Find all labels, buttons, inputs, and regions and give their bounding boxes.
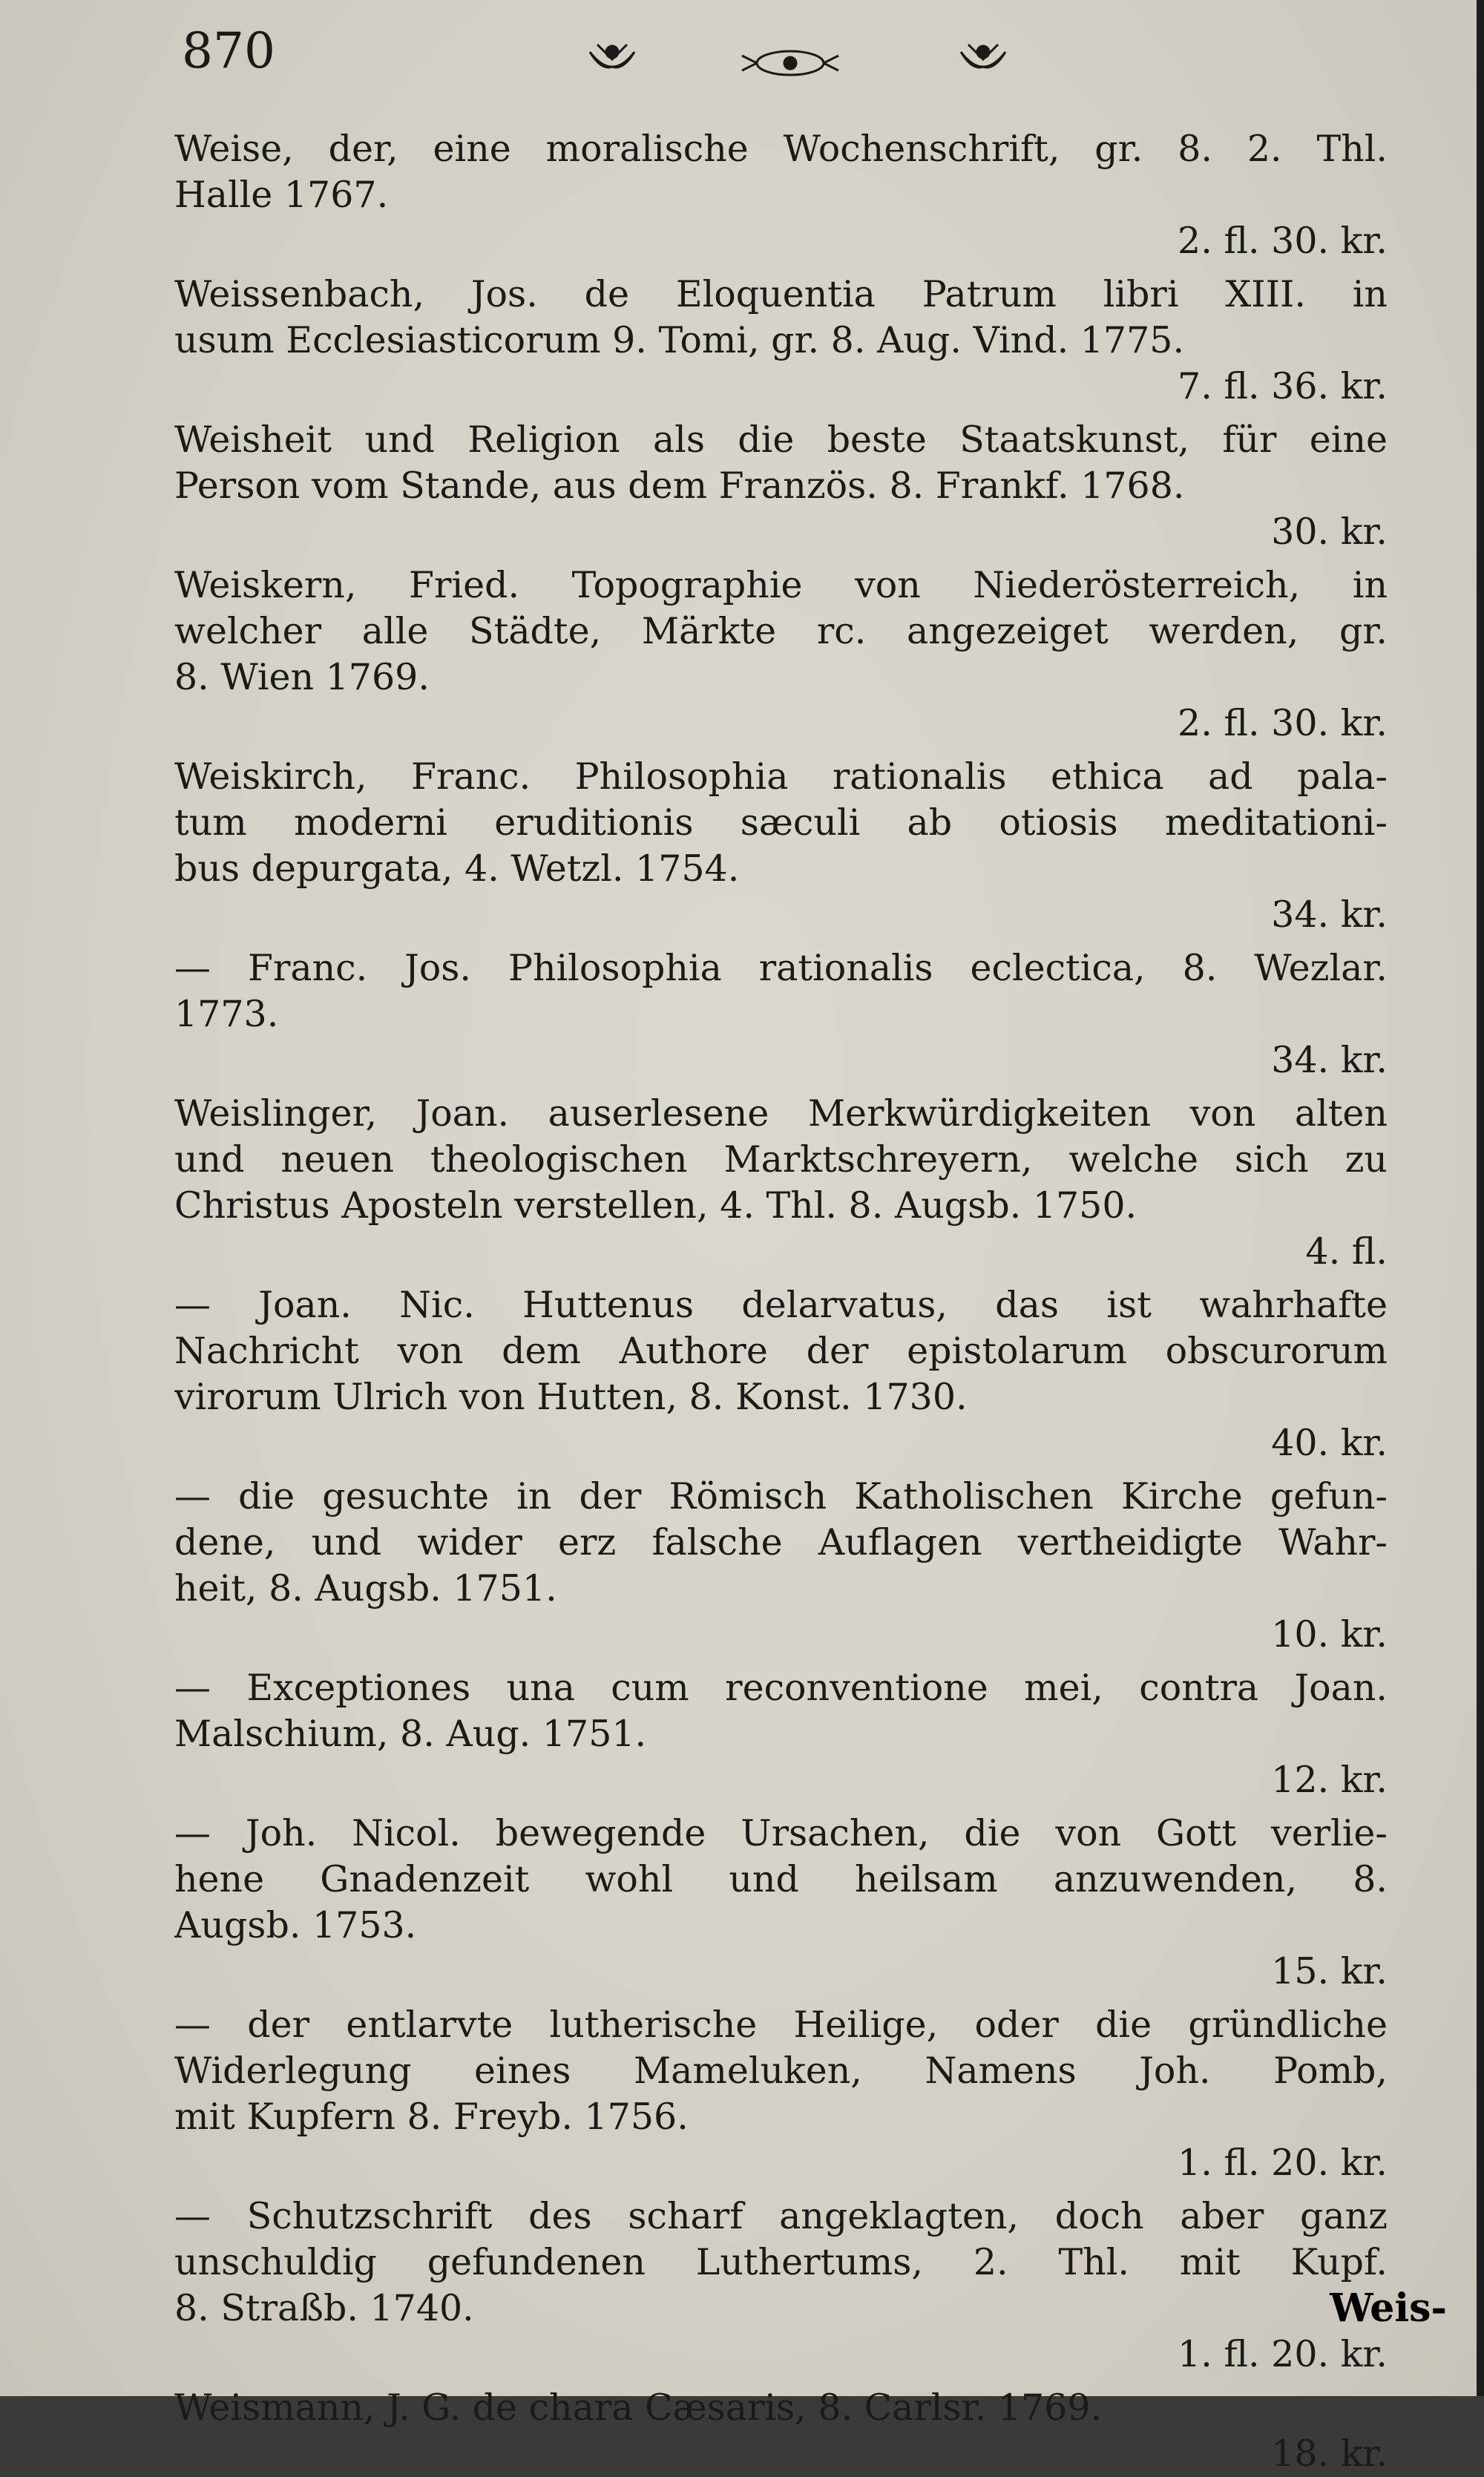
entry-line: Augsb. 1753.	[174, 1904, 417, 1946]
ornament-icon	[568, 30, 1028, 96]
catalog-entry	[174, 417, 1388, 555]
book-edge	[1477, 0, 1484, 2396]
entry-line: — Franc. Jos. Philosophia rationalis eclectica, 8. Wezlar.	[174, 947, 1388, 989]
entry-line: 1773.	[174, 993, 279, 1035]
catalog-entry	[174, 1665, 1388, 1803]
catalog-entry	[174, 945, 1388, 1083]
catalog-entry	[174, 1282, 1388, 1466]
entry-line: mit Kupfern 8. Freyb. 1756.	[174, 2096, 689, 2138]
entry-list	[174, 126, 1388, 2477]
entry-price: 10. kr.	[1271, 1613, 1388, 1656]
entry-line: Christus Aposteln verstellen, 4. Thl. 8. Augsb. 1750.	[174, 1184, 1137, 1227]
catalog-entry	[174, 2385, 1388, 2477]
entry-price: 12. kr.	[1271, 1759, 1388, 1801]
entry-line: und neuen theologischen Marktschreyern, welche sich zu	[174, 1138, 1388, 1181]
entry-line: hene Gnadenzeit wohl und heilsam anzuwenden, 8.	[174, 1858, 1388, 1900]
entry-line: Nachricht von dem Authore der epistolarum obscurorum	[174, 1330, 1388, 1372]
catalog-entry	[174, 2002, 1388, 2186]
catalog-entry	[174, 126, 1388, 264]
entry-line: Weissenbach, Jos. de Eloquentia Patrum libri XIII. in	[174, 273, 1388, 315]
entry-line: 8. Wien 1769.	[174, 656, 430, 698]
entry-line: — der entlarvte lutherische Heilige, oder die gründliche	[174, 2004, 1388, 2046]
entry-line: Widerlegung eines Mameluken, Namens Joh. Pomb,	[174, 2050, 1388, 2092]
entry-line: Weise, der, eine moralische Wochenschrift, gr. 8. 2. Thl.	[174, 128, 1388, 170]
entry-line: virorum Ulrich von Hutten, 8. Konst. 1730.	[174, 1376, 968, 1418]
entry-line: — Schutzschrift des scharf angeklagten, doch aber ganz	[174, 2195, 1388, 2237]
entry-price: 4. fl.	[1305, 1230, 1388, 1273]
entry-line: — Joh. Nicol. bewegende Ursachen, die von Gott verlie-	[174, 1812, 1388, 1854]
entry-price: 15. kr.	[1271, 1950, 1388, 1992]
entry-line: — die gesuchte in der Römisch Katholischen Kirche gefun-	[174, 1475, 1388, 1518]
entry-line: — Joan. Nic. Huttenus delarvatus, das ist wahrhafte	[174, 1284, 1388, 1326]
entry-line: Weiskirch, Franc. Philosophia rationalis ethica ad pala-	[174, 755, 1388, 798]
entry-line: Malschium, 8. Aug. 1751.	[174, 1713, 647, 1755]
catalog-entry	[174, 1091, 1388, 1275]
catchword: Weis-	[1330, 2286, 1447, 2331]
page-number: 870	[182, 22, 275, 79]
entry-line: Weisheit und Religion als die beste Staatskunst, für eine	[174, 419, 1388, 461]
page-header	[174, 22, 1388, 119]
entry-price: 34. kr.	[1271, 893, 1388, 936]
entry-price: 34. kr.	[1271, 1039, 1388, 1081]
entry-price: 2. fl. 30. kr.	[1178, 220, 1388, 262]
entry-line: Weiskern, Fried. Topographie von Niederösterreich, in	[174, 564, 1388, 606]
entry-price: 1. fl. 20. kr.	[1178, 2333, 1388, 2375]
entry-line: dene, und wider erz falsche Auflagen vertheidigte Wahr-	[174, 1521, 1388, 1564]
entry-line: Weismann, J. G. de chara Cæsaris, 8. Carlsr. 1769.	[174, 2386, 1103, 2429]
entry-line: 8. Straßb. 1740.	[174, 2287, 474, 2329]
entry-line: — Exceptiones una cum reconventione mei, contra Joan.	[174, 1667, 1388, 1709]
catalog-entry	[174, 272, 1388, 410]
catalog-entry	[174, 1474, 1388, 1658]
entry-line: Halle 1767.	[174, 174, 389, 216]
entry-line: welcher alle Städte, Märkte rc. angezeiget werden, gr.	[174, 610, 1388, 652]
entry-line: unschuldig gefundenen Luthertums, 2. Thl. mit Kupf.	[174, 2241, 1388, 2283]
entry-price: 30. kr.	[1271, 511, 1388, 553]
entry-line: tum moderni eruditionis sæculi ab otiosis meditationi-	[174, 801, 1388, 844]
entry-line: bus depurgata, 4. Wetzl. 1754.	[174, 847, 740, 890]
entry-price: 18. kr.	[1271, 2432, 1388, 2475]
entry-price: 40. kr.	[1271, 1422, 1388, 1464]
catalog-entry	[174, 562, 1388, 747]
page-content	[174, 22, 1388, 2477]
entry-price: 2. fl. 30. kr.	[1178, 702, 1388, 744]
entry-price: 7. fl. 36. kr.	[1178, 365, 1388, 407]
entry-line: heit, 8. Augsb. 1751.	[174, 1567, 557, 1610]
catalog-entry	[174, 1811, 1388, 1995]
catalog-entry	[174, 754, 1388, 938]
catalog-entry	[174, 2194, 1388, 2378]
entry-line: Weislinger, Joan. auserlesene Merkwürdigkeiten von alten	[174, 1092, 1388, 1135]
entry-price: 1. fl. 20. kr.	[1178, 2142, 1388, 2184]
entry-line: usum Ecclesiasticorum 9. Tomi, gr. 8. Aug. Vind. 1775.	[174, 319, 1185, 361]
entry-line: Person vom Stande, aus dem Französ. 8. Frankf. 1768.	[174, 465, 1185, 507]
